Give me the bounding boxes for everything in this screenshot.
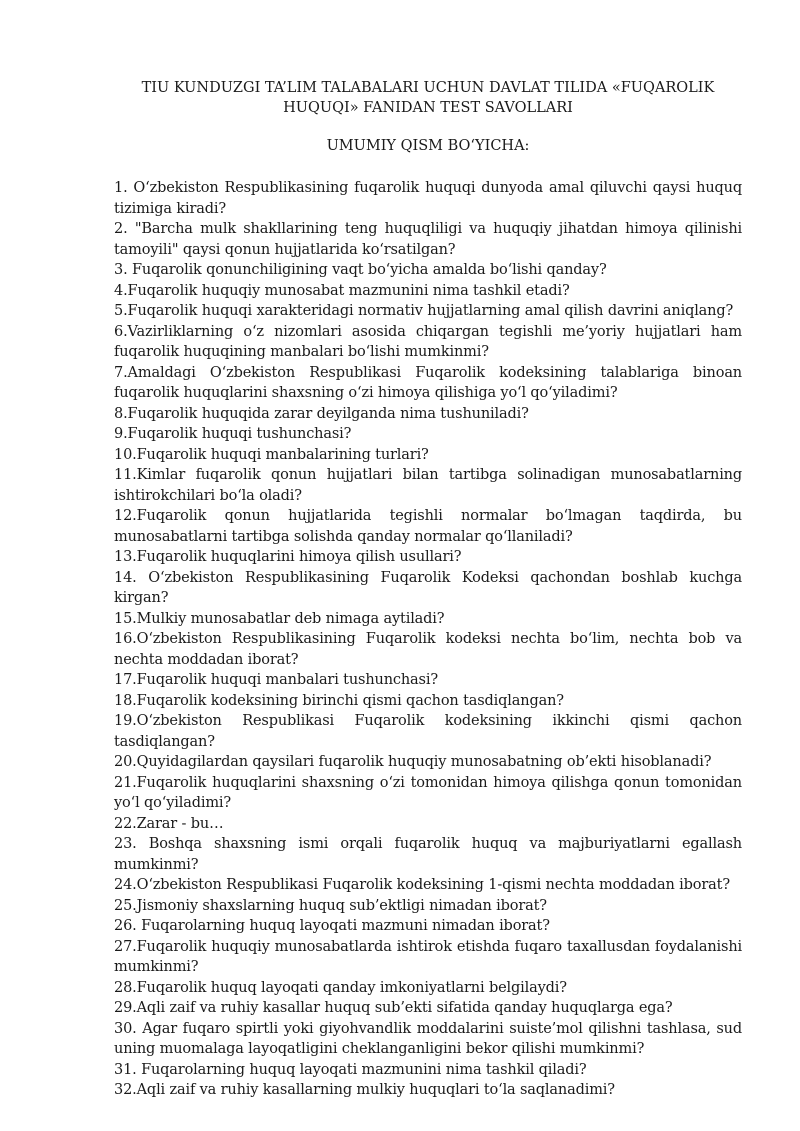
question-item: 25.Jismoniy shaxslarning huquq sub’ektligi nimadan iborat? — [114, 897, 547, 914]
question-item: 11.Kimlar fuqarolik qonun hujjatlari bilan tartibga solinadigan munosabatlarning ishtirokchilari bo‘la oladi? — [114, 467, 742, 504]
question-item: 9.Fuqarolik huquqi tushunchasi? — [114, 426, 352, 442]
question-item: 17.Fuqarolik huquqi manbalari tushunchasi? — [114, 672, 438, 688]
question-item: 10.Fuqarolik huquqi manbalarining turlari? — [114, 446, 429, 463]
document-page — [114, 78, 742, 1101]
question-item: 2. "Barcha mulk shakllarining teng huquqliligi va huquqiy jihatdan himoya qilinishi tamoyili" qaysi qonun hujjatlarida ko‘rsatilgan? — [114, 221, 742, 258]
question-item: 22.Zarar - bu… — [114, 815, 224, 832]
question-list — [114, 178, 742, 1101]
question-item: 29.Aqli zaif va ruhiy kasallar huquq sub’ekti sifatida qanday huquqlarga ega? — [114, 1000, 673, 1016]
question-item: 28.Fuqarolik huquq layoqati qanday imkoniyatlarni belgilaydi? — [114, 979, 567, 996]
question-item: 21.Fuqarolik huquqlarini shaxsning o‘zi tomonidan himoya qilishga qonun tomonidan yo‘l qo‘yiladimi? — [114, 774, 742, 811]
question-item: 13.Fuqarolik huquqlarini himoya qilish usullari? — [114, 549, 462, 565]
question-item: 4.Fuqarolik huquqiy munosabat mazmunini nima tashkil etadi? — [114, 282, 570, 299]
question-item: 32.Aqli zaif va ruhiy kasallarning mulkiy huquqlari to‘la saqlanadimi? — [114, 1082, 615, 1098]
question-item: 15.Mulkiy munosabatlar deb nimaga aytiladi? — [114, 610, 445, 627]
question-item: 5.Fuqarolik huquqi xarakteridagi normativ hujjatlarning amal qilish davrini aniqlang? — [114, 303, 734, 319]
question-item: 26. Fuqarolarning huquq layoqati mazmuni nimadan iborat? — [114, 918, 550, 934]
section-heading: UMUMIY QISM BO‘YICHA: — [326, 138, 530, 154]
question-item: 3. Fuqarolik qonunchiligining vaqt bo‘yicha amalda bo‘lishi qanday? — [114, 262, 607, 278]
document-title: TIU KUNDUZGI TA’LIM TALABALARI UCHUN DAVLAT TILIDA «FUQAROLIK HUQUQI» FANIDAN TEST SAVOLLARI — [141, 80, 715, 116]
question-item: 16.O‘zbekiston Respublikasining Fuqarolik kodeksi nechta bo‘lim, nechta bob va nechta moddadan iborat? — [114, 631, 742, 668]
question-item: 24.O‘zbekiston Respublikasi Fuqarolik kodeksining 1-qismi nechta moddadan iborat? — [114, 877, 730, 893]
question-item: 20.Quyidagilardan qaysilari fuqarolik huquqiy munosabatning ob’ekti hisoblanadi? — [114, 754, 712, 770]
question-item: 1. O‘zbekiston Respublikasining fuqarolik huquqi dunyoda amal qiluvchi qaysi huquq tizimiga kiradi? — [114, 180, 742, 217]
question-item: 6.Vazirliklarning o‘z nizomlari asosida chiqargan tegishli me’yoriy hujjatlari ham fuqarolik huquqining manbalari bo‘lishi mumkinmi? — [114, 323, 742, 360]
question-item: 23. Boshqa shaxsning ismi orqali fuqarolik huquq va majburiyatlarni egallash mumkinmi? — [114, 836, 742, 873]
question-item: 30. Agar fuqaro spirtli yoki giyohvandlik moddalarini suiste’mol qilishni tashlasa, sud uning muomalaga layoqatligini cheklanganligini bekor qilishi mumkinmi? — [114, 1020, 742, 1057]
question-item: 19.O‘zbekiston Respublikasi Fuqarolik kodeksining ikkinchi qismi qachon tasdiqlangan? — [114, 713, 742, 750]
question-item: 14. O‘zbekiston Respublikasining Fuqarolik Kodeksi qachondan boshlab kuchga kirgan? — [114, 569, 742, 606]
question-item: 8.Fuqarolik huquqida zarar deyilganda nima tushuniladi? — [114, 405, 529, 422]
question-item: 7.Amaldagi O‘zbekiston Respublikasi Fuqarolik kodeksining talablariga binoan fuqarolik huquqlarini shaxsning o‘zi himoya qilishiga yo‘l qo‘yiladimi? — [114, 364, 742, 401]
question-item: 18.Fuqarolik kodeksining birinchi qismi qachon tasdiqlangan? — [114, 692, 564, 709]
question-item: 12.Fuqarolik qonun hujjatlarida tegishli normalar bo‘lmagan taqdirda, bu munosabatlarni tartibga solishda qanday normalar qo‘llaniladi? — [114, 508, 742, 545]
question-item: 27.Fuqarolik huquqiy munosabatlarda ishtirok etishda fuqaro taxallusdan foydalanishi mumkinmi? — [114, 938, 742, 975]
question-item: 31. Fuqarolarning huquq layoqati mazmunini nima tashkil qiladi? — [114, 1061, 587, 1078]
